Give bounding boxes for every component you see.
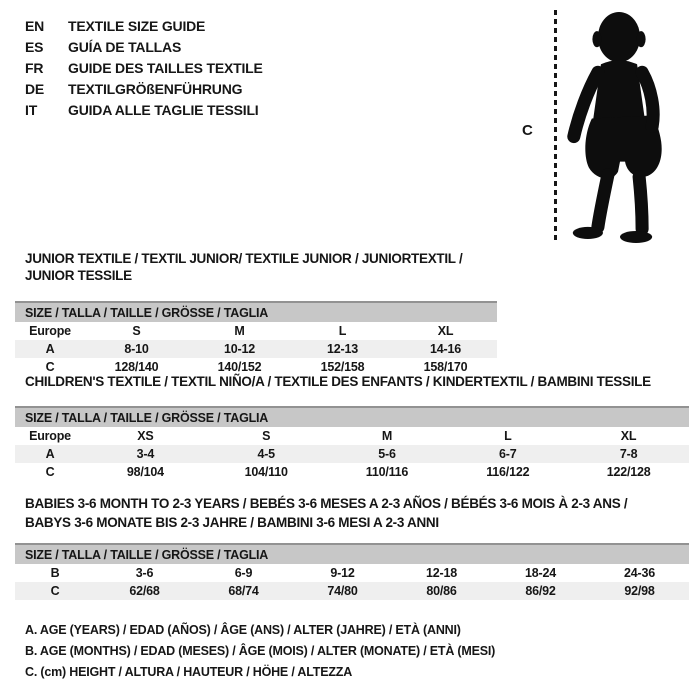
- size-cell: XS: [137, 429, 154, 443]
- table-row: [15, 463, 689, 481]
- babies-size-table: [15, 543, 689, 600]
- size-cell: 98/104: [126, 465, 164, 479]
- size-cell: 104/110: [244, 465, 288, 479]
- language-row: [25, 15, 263, 36]
- size-cell: 6-7: [499, 447, 517, 461]
- size-cell: 62/68: [129, 584, 160, 598]
- junior-size-table: [15, 301, 497, 376]
- size-cell: 152/158: [320, 360, 365, 374]
- size-cell: S: [262, 429, 271, 443]
- footnote-a: A. AGE (YEARS) / EDAD (AÑOS) / ÂGE (ANS) / ALTER (JAHRE) / ETÀ (ANNI): [25, 623, 461, 637]
- baby-silhouette-icon: [561, 8, 673, 244]
- childrens-size-table: [15, 406, 689, 481]
- language-title-list: [25, 15, 263, 120]
- babies-textile-section: [15, 494, 689, 600]
- language-code: DE: [25, 80, 45, 97]
- row-label: C: [50, 584, 60, 598]
- section-title: [25, 494, 689, 532]
- table-row: [15, 322, 497, 340]
- table-row: [15, 340, 497, 358]
- height-measure-label: C: [522, 122, 533, 139]
- guide-title: GUÍA DE TALLAS: [68, 38, 182, 55]
- size-cell: 18-24: [525, 566, 556, 580]
- table-row: [15, 582, 689, 600]
- size-cell: M: [234, 324, 245, 338]
- language-row: [25, 99, 263, 120]
- size-cell: 10-12: [224, 342, 255, 356]
- language-code: EN: [25, 17, 45, 34]
- footnote-c: C. (cm) HEIGHT / ALTURA / HAUTEUR / HÖHE / ALTEZZA: [25, 665, 353, 679]
- size-cell: 4-5: [257, 447, 275, 461]
- guide-title: GUIDA ALLE TAGLIE TESSILI: [68, 101, 259, 118]
- row-label: Europe: [29, 429, 71, 443]
- section-title-line: BABIES 3-6 MONTH TO 2-3 YEARS / BEBÉS 3-6 MESES A 2-3 AÑOS / BÉBÉS 3-6 MOIS À 2-3 ANS /: [25, 496, 628, 511]
- size-cell: 6-9: [234, 566, 253, 580]
- size-cell: 80/86: [426, 584, 457, 598]
- table-row: [15, 445, 689, 463]
- size-cell: 9-12: [330, 566, 355, 580]
- section-title-line: BABYS 3-6 MONATE BIS 2-3 JAHRE / BAMBINI 3-6 MESI A 2-3 ANNI: [25, 515, 439, 530]
- size-cell: XL: [620, 429, 637, 443]
- guide-title: GUIDE DES TAILLES TEXTILE: [68, 59, 263, 76]
- size-cell: 8-10: [124, 342, 149, 356]
- size-header-bar: SIZE / TALLA / TAILLE / GRÖSSE / TAGLIA: [15, 544, 689, 564]
- row-label: C: [45, 360, 55, 374]
- size-header-bar: SIZE / TALLA / TAILLE / GRÖSSE / TAGLIA: [15, 407, 689, 427]
- language-code: ES: [25, 38, 44, 55]
- language-row: [25, 57, 263, 78]
- row-label: A: [45, 447, 55, 461]
- size-cell: M: [381, 429, 393, 443]
- guide-title: TEXTILE SIZE GUIDE: [68, 17, 206, 34]
- baby-figure: [513, 6, 695, 248]
- size-cell: 140/152: [217, 360, 262, 374]
- footnote-b: B. AGE (MONTHS) / EDAD (MESES) / ÂGE (MOIS) / ALTER (MONATE) / ETÀ (MESI): [25, 644, 496, 658]
- language-row: [25, 78, 263, 99]
- size-cell: 3-4: [136, 447, 155, 461]
- language-row: [25, 36, 263, 57]
- section-title: CHILDREN'S TEXTILE / TEXTIL NIÑO/A / TEXTILE DES ENFANTS / KINDERTEXTIL / BAMBINI TESSILE: [25, 374, 651, 389]
- size-header-bar: SIZE / TALLA / TAILLE / GRÖSSE / TAGLIA: [15, 302, 497, 322]
- size-cell: 122/128: [606, 465, 651, 479]
- size-cell: XL: [437, 324, 454, 338]
- language-code: IT: [25, 101, 38, 118]
- size-cell: 3-6: [135, 566, 154, 580]
- size-cell: 74/80: [327, 584, 358, 598]
- size-cell: 110/116: [365, 465, 409, 479]
- table-row: [15, 427, 689, 445]
- row-label: Europe: [29, 324, 71, 338]
- row-label: B: [50, 566, 60, 580]
- size-cell: 86/92: [525, 584, 556, 598]
- guide-title: TEXTILGRÖßENFÜHRUNG: [68, 80, 243, 97]
- size-cell: 158/170: [423, 360, 468, 374]
- size-cell: 5-6: [378, 447, 396, 461]
- childrens-textile-section: [15, 373, 689, 481]
- size-cell: 92/98: [624, 584, 655, 598]
- size-cell: 7-8: [619, 447, 638, 461]
- size-cell: L: [504, 429, 512, 443]
- section-title: JUNIOR TEXTILE / TEXTIL JUNIOR/ TEXTILE JUNIOR / JUNIORTEXTIL / JUNIOR TESSILE: [25, 251, 463, 283]
- table-row: [15, 564, 689, 582]
- size-cell: 116/122: [486, 465, 530, 479]
- size-cell: S: [132, 324, 141, 338]
- height-dashed-line: [554, 10, 557, 244]
- row-label: C: [45, 465, 55, 479]
- size-cell: 68/74: [228, 584, 259, 598]
- language-code: FR: [25, 59, 44, 76]
- footnote-legend: [25, 620, 495, 683]
- size-cell: 128/140: [114, 360, 159, 374]
- junior-textile-section: [15, 250, 497, 376]
- size-cell: 12-18: [426, 566, 457, 580]
- size-cell: L: [338, 324, 347, 338]
- size-cell: 14-16: [430, 342, 461, 356]
- size-cell: 12-13: [327, 342, 358, 356]
- row-label: A: [45, 342, 55, 356]
- size-cell: 24-36: [624, 566, 655, 580]
